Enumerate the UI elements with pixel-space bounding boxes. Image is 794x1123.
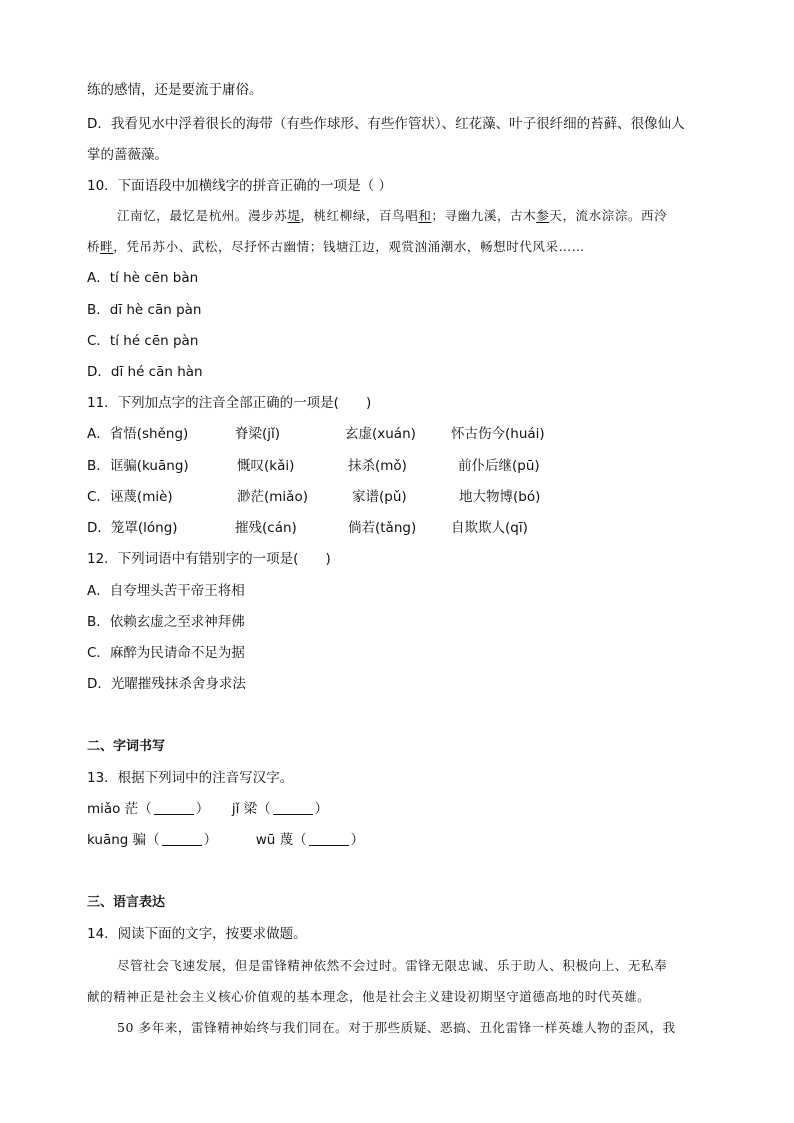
- q12-option-d[interactable]: D．光曜摧残抹杀舍身求法: [87, 676, 246, 692]
- q11-c-item-1: C．诬蔑(miè): [87, 489, 173, 505]
- q11-a-item-2: 脊梁(jǐ): [235, 426, 281, 442]
- q9-option-d-line1: D．我看见水中浮着很长的海带（有些作球形、有些作管状）、红花藻、叶子很纤细的苔藓、很像仙人: [87, 116, 685, 132]
- q13-item-wu: wū 蔑（: [255, 832, 307, 848]
- q11-option-b[interactable]: [87, 456, 727, 476]
- q10-passage-line1: [117, 206, 667, 226]
- passage-text: 桥: [87, 239, 101, 254]
- paren: ）: [195, 801, 210, 817]
- q12-option-b[interactable]: B．依赖玄虚之至求神拜佛: [87, 614, 245, 630]
- q10-passage-line2: [87, 237, 585, 257]
- q11-option-a[interactable]: [87, 424, 727, 444]
- underlined-char-di: 堤: [287, 208, 301, 223]
- underlined-char-pan: 畔: [100, 239, 114, 254]
- q14-passage-line1: 尽管社会飞速发展，但是雷锋精神依然不会过时。雷锋无限忠诚、乐于助人、积极向上、无私奉: [117, 958, 668, 973]
- q14-stem: 14．阅读下面的文字，按要求做题。: [87, 926, 307, 942]
- q13-row-1: [87, 799, 328, 819]
- q11-option-d[interactable]: [87, 518, 727, 538]
- q11-d-item-2: 摧残(cán): [235, 520, 297, 536]
- q11-b-item-1: B．诓骗(kuāng): [87, 458, 189, 474]
- q12-option-c[interactable]: C．麻醉为民请命不足为据: [87, 645, 245, 661]
- q11-c-item-3: 家谱(pǔ): [352, 489, 407, 505]
- q11-a-item-3: 玄虚(xuán): [345, 426, 416, 442]
- q13-item-miao: miǎo 茫（: [87, 801, 152, 817]
- passage-text: ；寻幽九溪，古木: [431, 208, 537, 223]
- passage-text: 江南忆，最忆是杭州。漫步苏: [117, 208, 288, 223]
- q13-row-2: [87, 830, 364, 850]
- answer-blank[interactable]: [309, 831, 349, 846]
- q11-a-item-4: 怀古伤今(huái): [451, 426, 545, 442]
- passage-text: 天，流水淙淙。西泠: [549, 208, 668, 223]
- paren: ）: [350, 832, 365, 848]
- q9-text-cont: 练的感情，还是要流于庸俗。: [87, 82, 263, 98]
- section-3-title: 三、语言表达: [87, 895, 166, 910]
- q11-d-item-3: 倘若(tǎng): [348, 520, 417, 536]
- q14-passage-line2: 献的精神正是社会主义核心价值观的基本理念，他是社会主义建设初期坚守道德高地的时代英雄。: [87, 989, 651, 1004]
- passage-text: ，凭吊苏小、武松，尽抒怀古幽情；钱塘江边，观赏汹涌潮水，畅想时代风采……: [113, 239, 585, 254]
- section-2-title: 二、字词书写: [87, 739, 166, 754]
- paren: ）: [203, 832, 218, 848]
- q10-option-a[interactable]: A．tí hè cēn bàn: [87, 270, 199, 286]
- q10-option-d[interactable]: D．dī hé cān hàn: [87, 364, 203, 380]
- q11-b-item-3: 抹杀(mǒ): [348, 458, 407, 474]
- q11-b-item-2: 慨叹(kǎi): [237, 458, 295, 474]
- q12-stem: 12．下列词语中有错别字的一项是( ): [87, 551, 331, 567]
- underlined-char-he: 和: [418, 208, 432, 223]
- paren: ）: [314, 801, 329, 817]
- q11-option-c[interactable]: [87, 487, 727, 507]
- q13-item-ji: jǐ 梁（: [231, 801, 271, 817]
- q11-stem: 11．下列加点字的注音全部正确的一项是( ): [87, 395, 372, 411]
- q10-option-c[interactable]: C．tí hé cēn pàn: [87, 333, 199, 349]
- q13-item-kuang: kuāng 骗（: [87, 832, 160, 848]
- answer-blank[interactable]: [154, 800, 194, 815]
- q10-stem: 10．下面语段中加横线字的拼音正确的一项是（ ）: [87, 178, 392, 194]
- answer-blank[interactable]: [162, 831, 202, 846]
- q11-c-item-2: 渺茫(miǎo): [237, 489, 308, 505]
- q11-c-item-4: 地大物博(bó): [459, 489, 541, 505]
- q13-stem: 13．根据下列词中的注音写汉字。: [87, 770, 294, 786]
- q10-option-b[interactable]: B．dī hè cān pàn: [87, 302, 202, 318]
- answer-blank[interactable]: [273, 800, 313, 815]
- q11-d-item-1: D．笼罩(lóng): [87, 520, 178, 536]
- passage-text: ，桃红柳绿，百鸟唱: [300, 208, 419, 223]
- q11-b-item-4: 前仆后继(pū): [458, 458, 540, 474]
- underlined-char-can: 参: [536, 208, 550, 223]
- q9-option-d-line2: 掌的蔷薇藻。: [87, 147, 168, 163]
- q12-option-a[interactable]: A．自夸埋头苦干帝王将相: [87, 583, 245, 599]
- q11-d-item-4: 自欺欺人(qī): [451, 520, 528, 536]
- q14-passage-line3: 50 多年来，雷锋精神始终与我们同在。对于那些质疑、恶搞、丑化雷锋一样英雄人物的歪风，我: [117, 1020, 676, 1035]
- q11-a-item-1: A．省悟(shěng): [87, 426, 189, 442]
